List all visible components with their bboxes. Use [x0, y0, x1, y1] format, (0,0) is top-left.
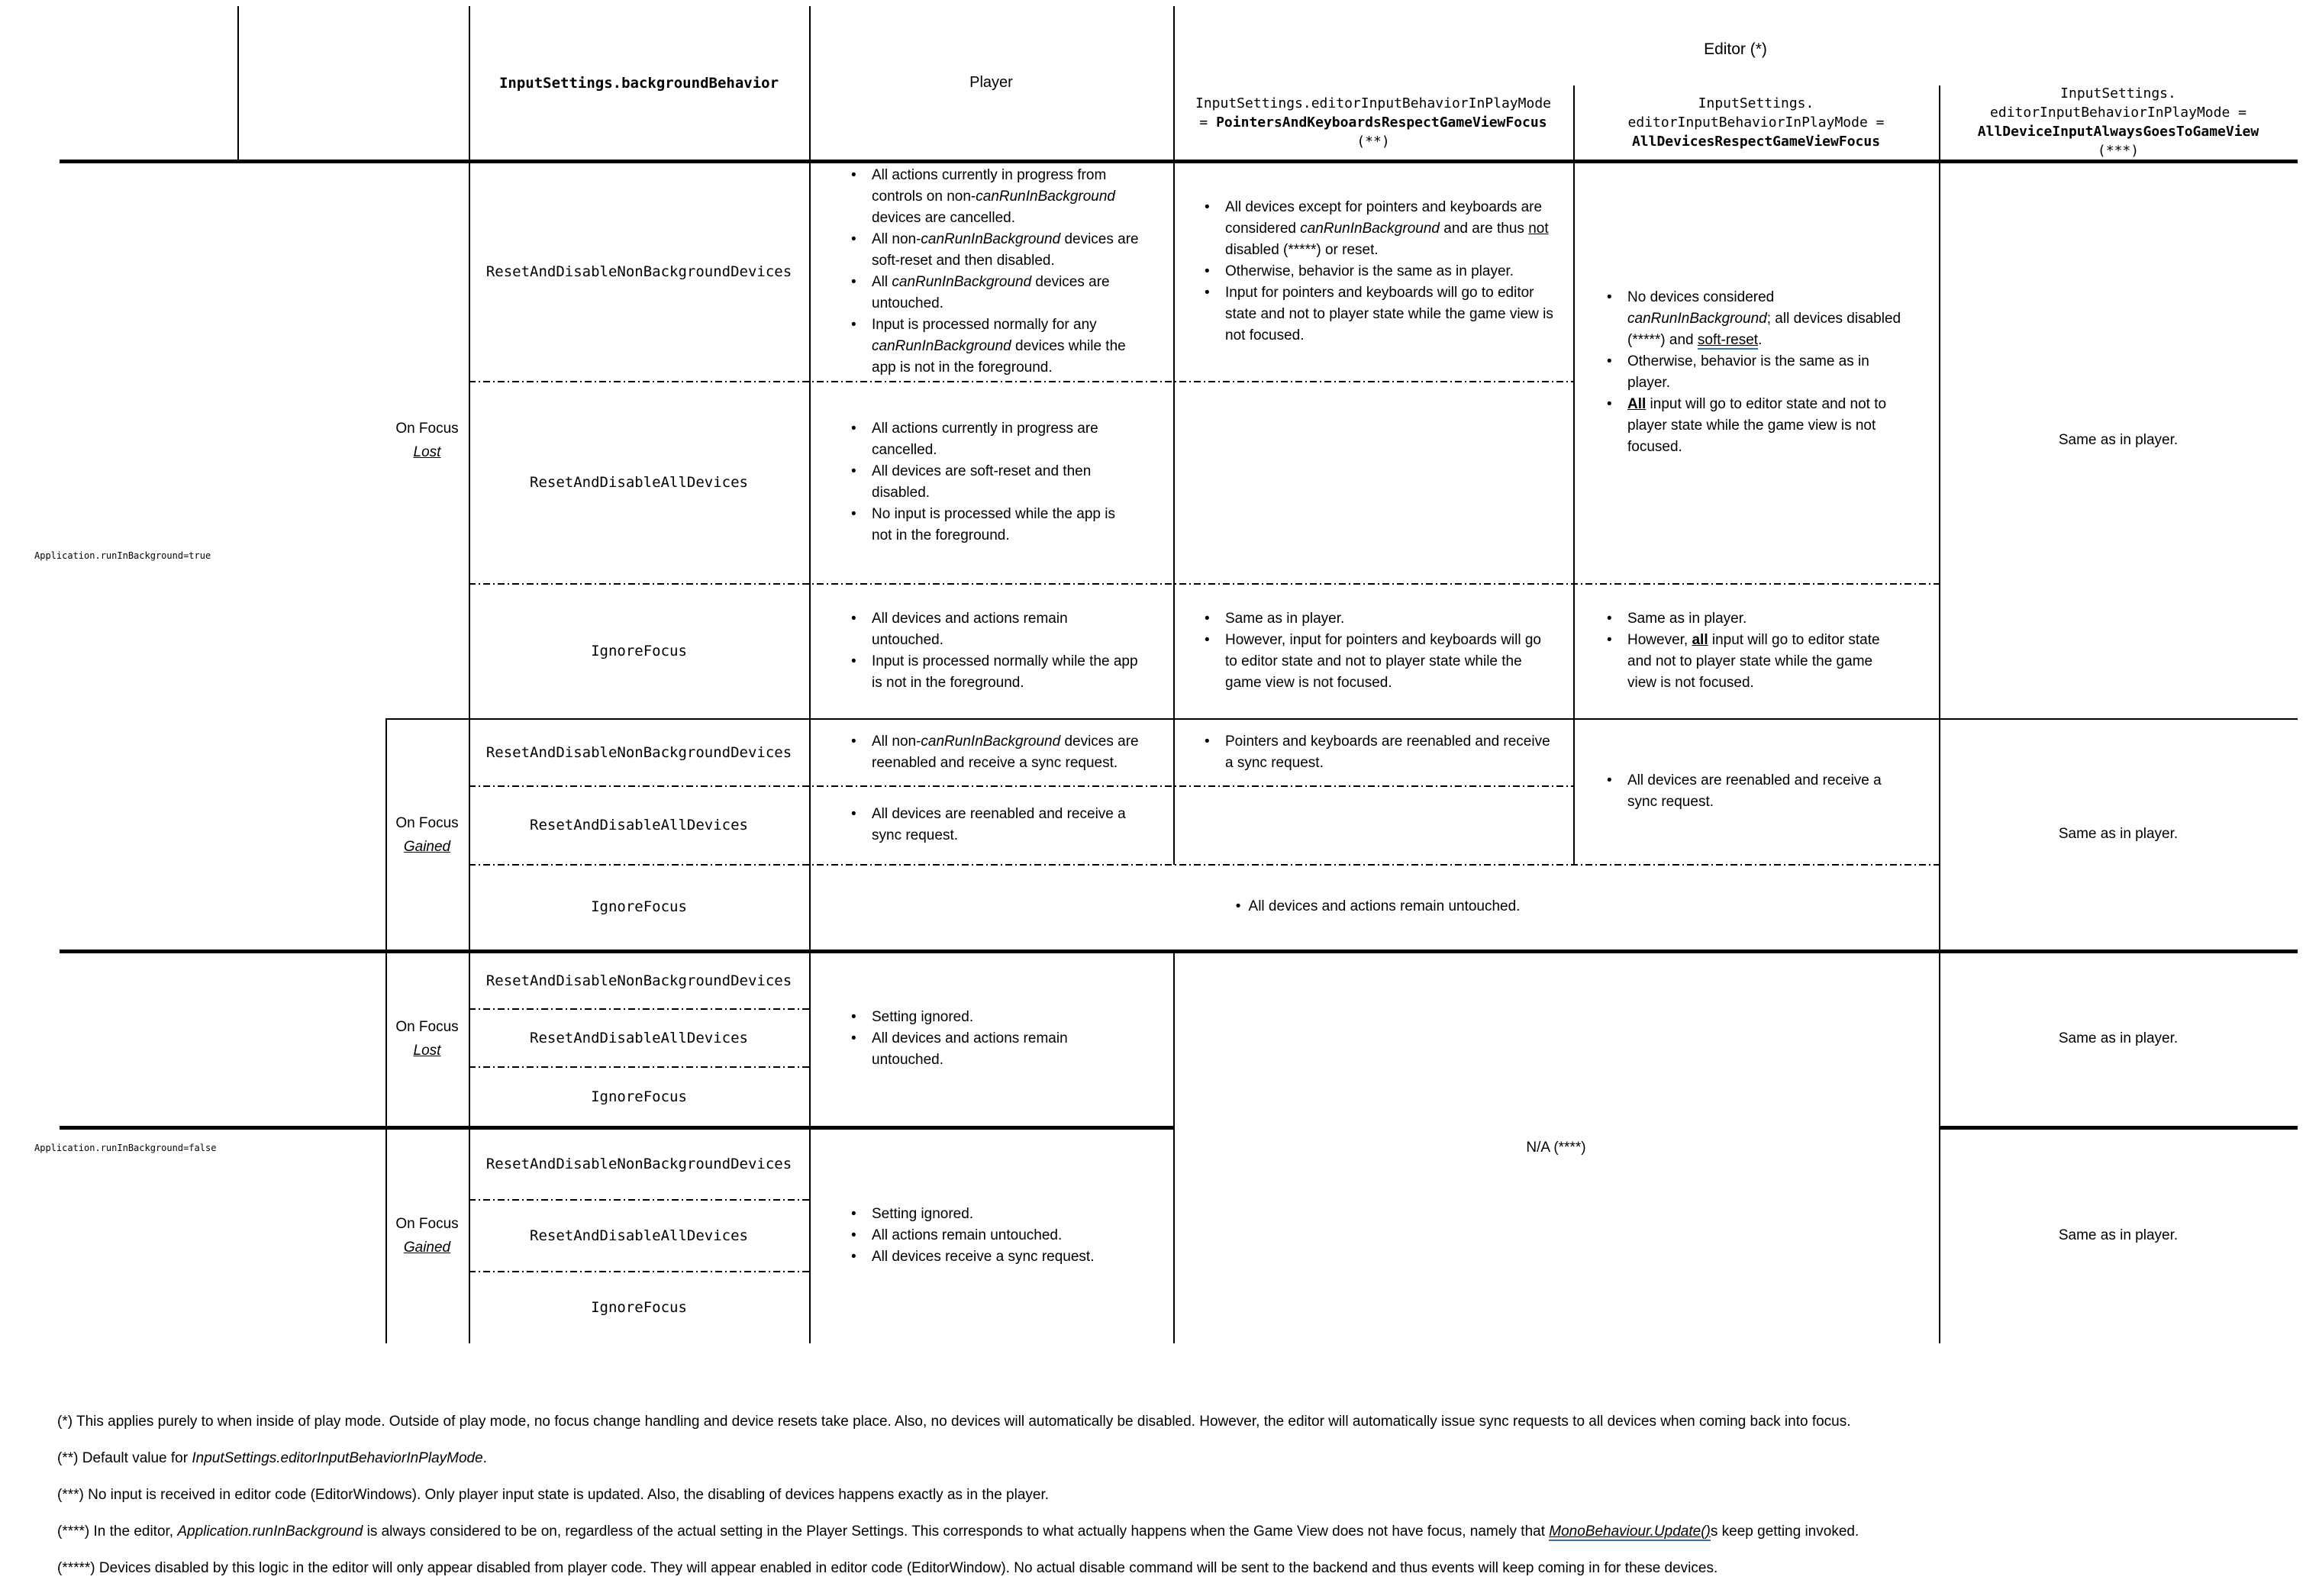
cell-false-gained-same-as-player: Same as in player. [2058, 1227, 2179, 1243]
text-segment: All non- [872, 733, 921, 750]
text-line [2060, 84, 2176, 103]
text-segment: On Focus [395, 815, 459, 831]
bullet-item [1205, 282, 1553, 347]
text-segment: and are thus [1439, 220, 1529, 237]
text-segment: devices while the app is not in the foreground. [872, 337, 1126, 376]
text-segment: input will go to editor state and not to player state while the game view is not focused. [1627, 396, 1887, 455]
bullet-item [1607, 630, 1905, 694]
header-player: Player [969, 74, 1013, 91]
text-segment: Otherwise, behavior is the same as in player. [1225, 263, 1514, 279]
cell-true-lost-nonbg-player [809, 162, 1173, 381]
bullet-dot: • [1205, 284, 1210, 301]
text-segment: InputSettings. [1698, 95, 1814, 111]
text-line [1356, 132, 1389, 151]
bullet-item [851, 314, 1139, 379]
text-line [404, 1236, 450, 1259]
focus-label-lost-false [385, 952, 469, 1126]
text-segment: devices are cancelled. [872, 209, 1015, 226]
cell-true-lost-ignore-player [809, 584, 1173, 718]
text-segment: All actions currently in progress are cancelled. [872, 421, 1098, 458]
text-segment: InputSettings. [2060, 85, 2176, 102]
text-segment: (**) [1356, 133, 1390, 150]
text-line [1195, 94, 1551, 113]
text-segment: canRunInBackground [1627, 311, 1767, 327]
behavior-all: ResetAndDisableAllDevices [530, 1227, 748, 1244]
text-segment: . [482, 1450, 487, 1466]
text-segment: No input is processed while the app is not in the foreground. [872, 506, 1115, 543]
bullet-text [1225, 197, 1553, 261]
bullet-dot: • [1607, 289, 1612, 305]
bullet-dot: • [1205, 611, 1210, 627]
text-line [1698, 94, 1814, 113]
bullet-text [1225, 731, 1553, 774]
cell-true-gained-ignore-merged [809, 864, 1939, 950]
behavior-nonbg: ResetAndDisableNonBackgroundDevices [485, 263, 792, 280]
bullet-dot: • [851, 166, 856, 183]
footnote-1 [57, 1412, 1851, 1432]
bullet-dot: • [851, 611, 856, 627]
text-segment: canRunInBackground [976, 188, 1115, 205]
bullet-item [1607, 394, 1905, 458]
text-segment: On Focus [395, 420, 459, 437]
text-line [395, 1015, 458, 1039]
header-editor-group: Editor (*) [1704, 40, 1767, 58]
bullet-text [872, 804, 1139, 846]
bullet-item [851, 608, 1139, 651]
bullet-text [872, 461, 1139, 504]
text-segment: All devices are soft-reset and then disabled. [872, 463, 1092, 501]
bullet-dot: • [1607, 611, 1612, 627]
text-segment: (*) This applies purely to when inside of play mode. Outside of play mode, no focus change handling and device resets take place. Also, no devices will automatically be disabled. However, the editor will automatically issue sync requests to all devices when coming back into focus. [57, 1414, 1851, 1430]
text-segment: On Focus [395, 1019, 459, 1035]
cell-true-lost-same-as-player: Same as in player. [2058, 431, 2179, 448]
bullet-dot: • [1235, 898, 1241, 914]
text-segment: All devices and actions remain untouched. [1248, 898, 1521, 914]
link[interactable]: MonoBehaviour.Update() [1549, 1523, 1711, 1540]
text-segment: Input is processed normally while the app is not in the foreground. [872, 653, 1138, 691]
text-segment: editorInputBehaviorInPlayMode = [1627, 114, 1885, 131]
bullet-dot: • [851, 1227, 856, 1243]
behavior-all: ResetAndDisableAllDevices [530, 817, 748, 833]
text-line [395, 417, 458, 440]
text-segment: All actions remain untouched. [872, 1227, 1063, 1243]
bullet-item [851, 1028, 1139, 1071]
text-segment: Setting ignored. [872, 1206, 974, 1222]
text-segment: devices are soft-reset and then disabled. [872, 231, 1139, 269]
text-segment: InputSettings.editorInputBehaviorInPlayMode [192, 1450, 483, 1466]
bullet-text [1225, 261, 1553, 282]
text-segment: (***) No input is received in editor code (EditorWindows). Only player input state is updated. Also, the disabling of devices happens exactly as in the player. [57, 1487, 1050, 1503]
bullet-dot: • [1607, 353, 1612, 369]
text-segment: InputSettings.editorInputBehaviorInPlayMode [1195, 95, 1551, 111]
text-segment: Setting ignored. [872, 1009, 974, 1025]
bullet-text [1249, 896, 1521, 917]
bullet-text [872, 314, 1139, 379]
bullet-dot: • [1607, 772, 1612, 788]
text-line [395, 811, 458, 835]
link[interactable]: soft-reset [1697, 332, 1759, 348]
behavior-nonbg: ResetAndDisableNonBackgroundDevices [485, 743, 792, 761]
bullet-dot: • [1607, 632, 1612, 648]
bullet-text [872, 1225, 1139, 1246]
text-segment: All actions currently in progress from controls on non- [872, 166, 1107, 205]
text-segment: No devices considered [1627, 289, 1775, 305]
bullet-dot: • [851, 1030, 856, 1046]
text-segment: (****) In the editor, [57, 1523, 178, 1540]
bullet-text [872, 165, 1139, 229]
bullet-text [1627, 770, 1905, 813]
bullet-item [1607, 351, 1905, 394]
text-segment: devices are untouched. [872, 273, 1110, 311]
behavior-ignore: IgnoreFocus [591, 898, 687, 915]
bullet-text [872, 1007, 1139, 1028]
cell-true-lost-all-player [809, 382, 1173, 583]
text-segment: Same as in player. [1225, 611, 1345, 627]
focus-label-lost-true [385, 162, 469, 718]
bullet-dot: • [851, 231, 856, 247]
bullet-item [1607, 287, 1905, 351]
text-line [1990, 103, 2246, 122]
text-segment: devices are reenabled and receive a sync request. [872, 733, 1139, 771]
header-background-behavior: InputSettings.backgroundBehavior [498, 74, 779, 92]
bullet-text [872, 1028, 1139, 1071]
bullet-dot: • [851, 806, 856, 822]
text-segment: On Focus [395, 1216, 459, 1232]
row-label-run-in-background-true: Application.runInBackground=true [34, 550, 211, 561]
bullet-text [872, 1246, 1139, 1268]
text-segment: all [1692, 632, 1708, 648]
text-line [404, 835, 450, 859]
text-segment: AllDeviceInputAlwaysGoesToGameView [1977, 124, 2259, 140]
text-segment: AllDevicesRespectGameViewFocus [1631, 133, 1881, 150]
bullet-text [1627, 287, 1905, 351]
bullet-item [851, 651, 1139, 694]
header-editor-alldevices [1573, 82, 1939, 162]
bullet-item [1607, 608, 1905, 630]
bullet-dot: • [851, 1009, 856, 1025]
bullet-text [1627, 608, 1905, 630]
bullet-text [1627, 394, 1905, 458]
text-segment: All devices receive a sync request. [872, 1249, 1095, 1265]
text-segment: Lost [413, 443, 441, 460]
text-line [1628, 113, 1885, 132]
bullet-dot: • [1205, 632, 1210, 648]
cell-true-lost-ignore-alldevices [1573, 584, 1939, 718]
bullet-item [1607, 770, 1905, 813]
behavior-nonbg: ResetAndDisableNonBackgroundDevices [485, 1156, 792, 1172]
bullet-text [872, 418, 1139, 461]
bullet-dot: • [851, 316, 856, 333]
behavior-ignore: IgnoreFocus [591, 1299, 687, 1316]
focus-label-gained-false [385, 1128, 469, 1343]
bullet-item [851, 1246, 1139, 1268]
bullet-item [851, 229, 1139, 272]
bullet-item [851, 165, 1139, 229]
text-segment: is always considered to be on, regardless of the actual setting in the Player Settings. This corresponds to what actually happens when the Game View does not have focus, namely that [363, 1523, 1550, 1540]
text-segment: Input for pointers and keyboards will go to editor state and not to player state while the game view is not focused. [1225, 284, 1553, 343]
header-editor-allinput [1939, 79, 2298, 165]
bullet-item [1205, 197, 1553, 261]
cell-true-lost-alldevices [1573, 162, 1939, 583]
text-line [1199, 113, 1547, 132]
bullet-dot: • [1205, 733, 1210, 750]
cell-true-lost-nonbg-pointers [1173, 162, 1573, 381]
bullet-item [851, 461, 1139, 504]
header-editor-pointers [1173, 82, 1573, 162]
text-segment: Gained [403, 1240, 451, 1256]
text-segment: However, input for pointers and keyboards will go to editor state and not to player state while the game view is not focused. [1225, 632, 1542, 691]
bullet-dot: • [1607, 396, 1612, 412]
bullet-text [1627, 351, 1905, 394]
bullet-text [1627, 630, 1905, 694]
text-segment: Lost [413, 1043, 441, 1059]
bullet-item [1228, 896, 1521, 917]
bullet-dot: • [851, 1206, 856, 1222]
text-segment: PointersAndKeyboardsRespectGameViewFocus [1216, 114, 1547, 131]
behavior-ignore: IgnoreFocus [591, 1088, 687, 1105]
bullet-text [872, 731, 1139, 774]
text-segment: However, [1627, 632, 1692, 648]
bullet-item [851, 804, 1139, 846]
bullet-dot: • [851, 733, 856, 750]
bullet-text [872, 608, 1139, 651]
bullet-item [851, 418, 1139, 461]
text-segment: Gained [403, 839, 451, 855]
text-line [1632, 132, 1880, 151]
text-segment: not [1528, 220, 1549, 237]
bullet-item [851, 504, 1139, 547]
divider [237, 6, 239, 161]
text-segment: All devices and actions remain untouched. [872, 1030, 1068, 1068]
cell-false-lost-same-as-player: Same as in player. [2058, 1030, 2179, 1046]
bullet-item [1205, 261, 1553, 282]
text-segment: Application.runInBackground [177, 1523, 363, 1540]
text-segment: canRunInBackground [921, 231, 1061, 247]
text-segment: All non- [872, 231, 921, 247]
behavior-ignore: IgnoreFocus [591, 643, 687, 659]
text-segment: = [1199, 114, 1217, 131]
text-segment: All devices and actions remain untouched. [872, 611, 1068, 648]
cell-true-gained-same-as-player: Same as in player. [2058, 825, 2179, 842]
text-segment: (*****) Devices disabled by this logic in the editor will only appear disabled from player code. They will appear enabled in editor code (EditorWindow). No actual disable command will be sent to the backend and thus events will keep coming in for these devices. [57, 1560, 1718, 1576]
cell-true-gained-all-player [809, 786, 1173, 864]
text-segment: Otherwise, behavior is the same as in player. [1627, 353, 1869, 391]
text-segment: . [1758, 332, 1763, 348]
bullet-item [1205, 608, 1553, 630]
text-line [1978, 122, 2259, 141]
bullet-item [1205, 731, 1553, 774]
text-segment: s keep getting invoked. [1710, 1523, 1859, 1540]
cell-false-lost-player [809, 952, 1173, 1126]
bullet-dot: • [1205, 263, 1210, 279]
text-segment: All [1627, 396, 1647, 412]
bullet-dot: • [851, 653, 856, 669]
text-line [414, 440, 441, 464]
bullet-text [872, 272, 1139, 314]
text-segment: All devices are reenabled and receive a sync request. [872, 806, 1126, 843]
bullet-item [851, 272, 1139, 314]
text-segment: All devices except for pointers and keyboards are considered [1225, 198, 1543, 237]
bullet-item [851, 731, 1139, 774]
text-segment: canRunInBackground [921, 733, 1061, 750]
footnote-5 [57, 1559, 1717, 1578]
cell-true-gained-nonbg-pointers [1173, 718, 1573, 786]
bullet-dot: • [851, 421, 856, 437]
behavior-all: ResetAndDisableAllDevices [530, 474, 748, 491]
bullet-text [872, 504, 1139, 547]
focus-label-gained-true [385, 718, 469, 952]
behavior-nonbg: ResetAndDisableNonBackgroundDevices [485, 972, 792, 989]
bullet-text [1225, 630, 1553, 694]
cell-false-na: N/A (****) [1526, 1139, 1586, 1156]
text-segment: (**) Default value for [57, 1450, 192, 1466]
bullet-text [1225, 282, 1553, 347]
bullet-text [872, 651, 1139, 694]
text-segment: canRunInBackground [1300, 220, 1440, 237]
cell-false-gained-player [809, 1128, 1173, 1343]
row-label-run-in-background-false: Application.runInBackground=false [34, 1142, 217, 1153]
bullet-text [1225, 608, 1553, 630]
text-segment: canRunInBackground [892, 273, 1032, 290]
text-segment: disabled (*****) or reset. [1225, 241, 1379, 258]
bullet-dot: • [851, 463, 856, 479]
bullet-item [851, 1204, 1139, 1225]
footnote-2 [57, 1449, 487, 1469]
text-line [395, 1212, 458, 1236]
text-segment: Pointers and keyboards are reenabled and receive a sync request. [1225, 733, 1550, 771]
footnote-4 [57, 1522, 1859, 1542]
text-segment: canRunInBackground [872, 337, 1011, 354]
bullet-text [872, 1204, 1139, 1225]
bullet-item [851, 1007, 1139, 1028]
cell-true-gained-alldevices [1573, 718, 1939, 864]
bullet-dot: • [1205, 198, 1210, 215]
behavior-all: ResetAndDisableAllDevices [530, 1030, 748, 1046]
text-segment: All devices are reenabled and receive a sync request. [1627, 772, 1882, 810]
bullet-item [851, 1225, 1139, 1246]
text-segment: input will go to editor state and not to player state while the game view is not focused. [1627, 632, 1880, 691]
bullet-dot: • [851, 1249, 856, 1265]
text-segment: All [872, 273, 892, 290]
text-segment: ; all devices disabled (*****) and [1627, 311, 1901, 348]
bullet-dot: • [851, 506, 856, 522]
text-line [2098, 141, 2139, 160]
cell-true-gained-nonbg-player [809, 718, 1173, 786]
text-segment: Same as in player. [1627, 611, 1747, 627]
text-segment: editorInputBehaviorInPlayMode = [1990, 105, 2246, 121]
footnote-3 [57, 1485, 1049, 1505]
bullet-item [1205, 630, 1553, 694]
cell-true-lost-ignore-pointers [1173, 584, 1573, 718]
text-line [414, 1039, 441, 1062]
text-segment: (***) [2097, 143, 2140, 159]
text-segment: Input is processed normally for any [872, 316, 1097, 333]
bullet-text [872, 229, 1139, 272]
bullet-dot: • [851, 273, 856, 290]
